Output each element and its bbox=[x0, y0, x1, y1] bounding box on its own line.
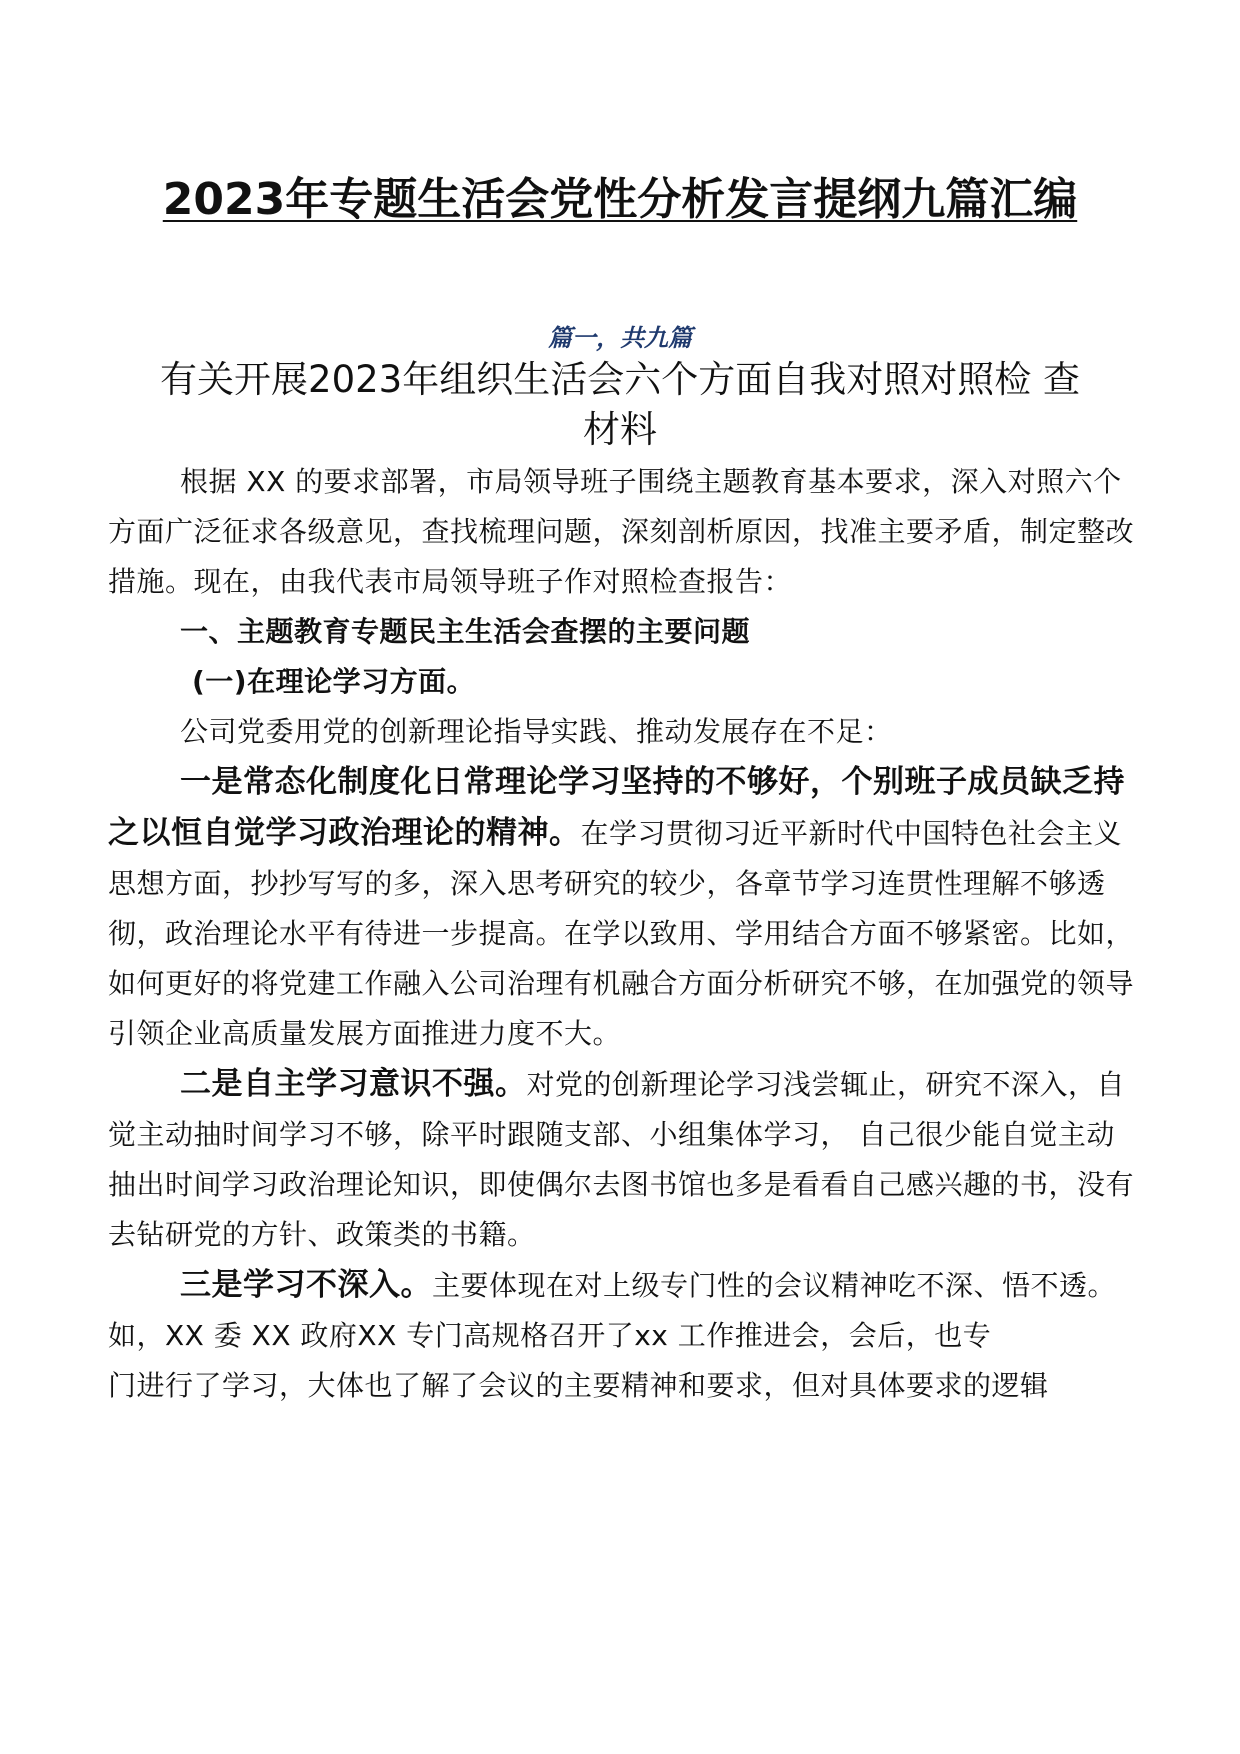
point-one-lead: 一是常态化制度化日常理论学习坚持的不够好，个别班子成员缺乏持之以恒自觉学习政治理论的精神。 bbox=[108, 764, 1125, 851]
section-heading: 一、主题教育专题民主生活会查摆的主要问题 bbox=[180, 615, 751, 648]
point-three-paragraph bbox=[108, 1260, 1138, 1361]
point-one-paragraph bbox=[108, 757, 1138, 1059]
point-three-text: 主要体现在对上级专门性的会议精神吃不深、悟不透。如，XX 委 XX 政府XX 专门高规格召开了xx 工作推进会，会后，也专 bbox=[108, 1269, 1117, 1352]
section-label: 篇一，共九篇 bbox=[548, 323, 692, 352]
point-two-text: 对党的创新理论学习浅尝辄止，研究不深入，自觉主动抽时间学习不够，除平时跟随支部、小组集体学习， 自己很少能自觉主动抽出时间学习政治理论知识，即使偶尔去图书馆也多是看看自己感兴趣的书，没有去钻研党的方针、政策类的书籍。 bbox=[108, 1068, 1135, 1251]
company-paragraph: 公司党委用党的创新理论指导实践、推动发展存在不足： bbox=[180, 715, 893, 748]
main-title-text: 2023年专题生活会党性分析发言提纲九篇汇编 bbox=[162, 174, 1078, 225]
intro-paragraph: 根据 XX 的要求部署，市局领导班子围绕主题教育基本要求，深入对照六个方面广泛征求各级意见，查找梳理问题，深刻剖析原因，找准主要矛盾，制定整改措施。现在，由我代表市局领导班子作对照检查报告： bbox=[108, 465, 1135, 598]
main-title bbox=[0, 172, 1240, 228]
subsection-heading: (一)在理论学习方面。 bbox=[192, 665, 476, 698]
point-two-lead: 二是自主学习意识不强。 bbox=[180, 1066, 527, 1102]
point-three-continuation: 门进行了学习，大体也了解了会议的主要精神和要求，但对具体要求的逻辑 bbox=[108, 1369, 1049, 1402]
document-title: 有关开展2023年组织生活会六个方面自我对照对照检 查材料 bbox=[160, 358, 1080, 451]
point-two-paragraph bbox=[108, 1059, 1138, 1260]
point-one-text: 在学习贯彻习近平新时代中国特色社会主义思想方面，抄抄写写的多，深入思考研究的较少，各章节学习连贯性理解不够透彻，政治理论水平有待进一步提高。在学以致用、学用结合方面不够紧密。比如，如何更好的将党建工作融入公司治理有机融合方面分析研究不够，在加强党的领导引领企业高质量发展方面推进力度不大。 bbox=[108, 817, 1135, 1050]
point-three-lead: 三是学习不深入。 bbox=[180, 1267, 432, 1303]
document-body bbox=[108, 457, 1138, 1411]
